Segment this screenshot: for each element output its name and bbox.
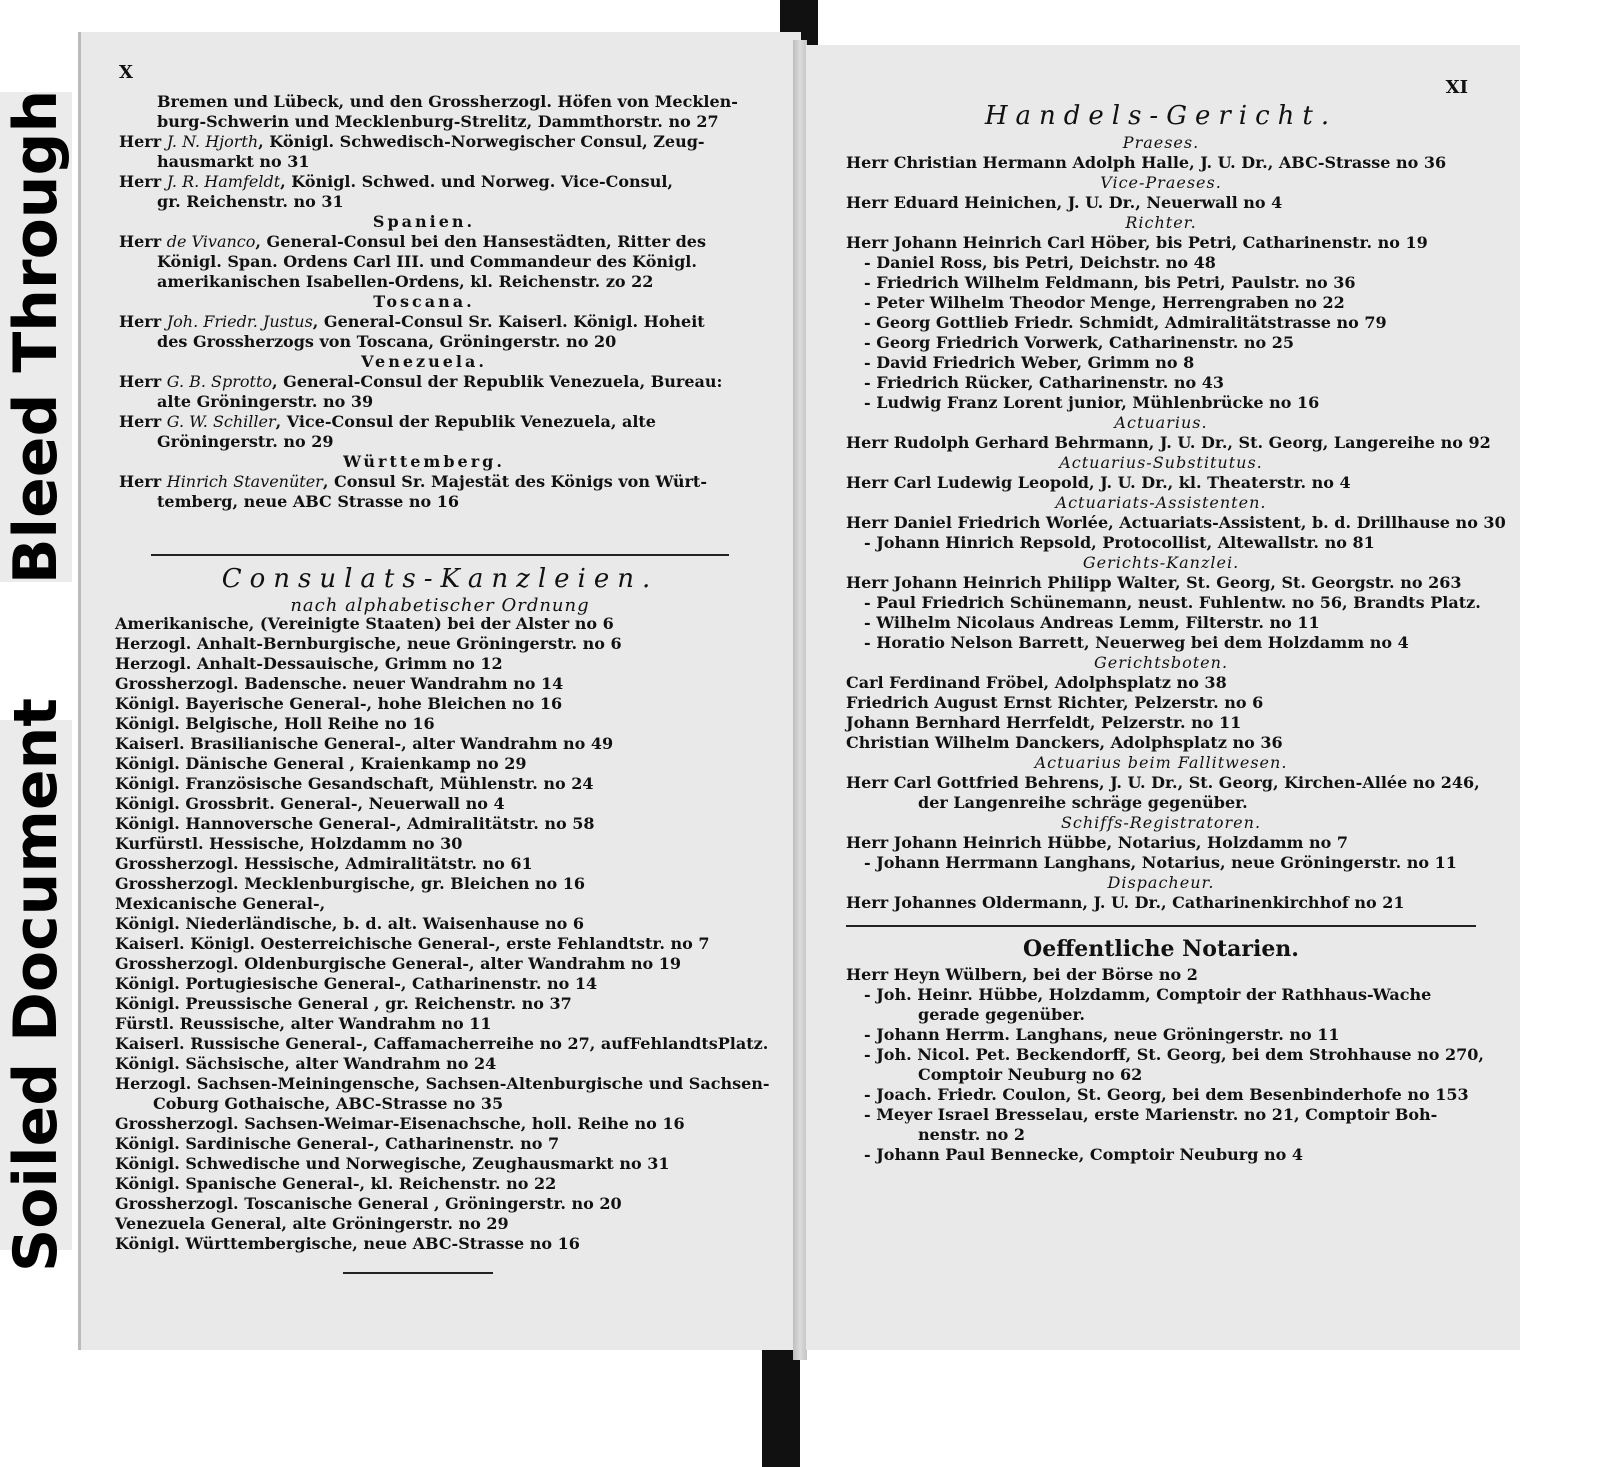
consul-prefix: Herr <box>119 232 167 251</box>
dash-entry: - Johann Herrmann Langhans, Notarius, neue Gröningerstr. no 11 <box>864 853 1457 872</box>
person-entry: Herr Johann Heinrich Carl Höber, bis Petri, Catharinenstr. no 19 <box>846 233 1428 252</box>
dash-entry: - Horatio Nelson Barrett, Neuerweg bei dem Holzdamm no 4 <box>864 633 1409 652</box>
kanzlei-entry: Königl. Grossbrit. General-, Neuerwall no 4 <box>115 794 505 813</box>
person-entry: Johann Bernhard Herrfeldt, Pelzerstr. no 11 <box>846 713 1242 732</box>
kanzlei-entry: Amerikanische, (Vereinigte Staaten) bei der Alster no 6 <box>115 614 614 633</box>
section-subheading: Praeses. <box>1122 133 1200 152</box>
sidebar <box>0 0 78 1467</box>
person-entry: Herr Heyn Wülbern, bei der Börse no 2 <box>846 965 1198 984</box>
consul-entry <box>119 412 729 432</box>
left-page <box>78 32 801 1350</box>
kanzlei-entry: Kaiserl. Brasilianische General-, alter Wandrahm no 49 <box>115 734 614 753</box>
consul-continuation: amerikanischen Isabellen-Ordens, kl. Reichenstr. zo 22 <box>157 272 654 291</box>
consul-entry <box>119 472 729 492</box>
dash-entry: - Georg Gottlieb Friedr. Schmidt, Admiralitätstrasse no 79 <box>864 313 1387 332</box>
kanzlei-entry: Grossherzogl. Badensche. neuer Wandrahm no 14 <box>115 674 564 693</box>
kanzlei-entry: Königl. Hannoversche General-, Admiralitätstr. no 58 <box>115 814 595 833</box>
consul-details: , General-Consul Sr. Kaiserl. Königl. Hoheit <box>312 312 705 331</box>
consul-entry <box>119 372 729 392</box>
dash-entry: - Peter Wilhelm Theodor Menge, Herrengraben no 22 <box>864 293 1345 312</box>
notarien-list <box>846 965 1484 1165</box>
person-entry: Friedrich August Ernst Richter, Pelzerstr. no 6 <box>846 693 1264 712</box>
kanzleien-section <box>151 546 729 616</box>
consul-continuation: hausmarkt no 31 <box>157 152 310 171</box>
consul-prefix: Herr <box>119 132 167 151</box>
person-entry: Herr Christian Hermann Adolph Halle, J. U. Dr., ABC-Strasse no 36 <box>846 153 1447 172</box>
person-entry: Herr Rudolph Gerhard Behrmann, J. U. Dr., St. Georg, Langereihe no 92 <box>846 433 1491 452</box>
entry-continuation: gerade gegenüber. <box>918 1005 1085 1024</box>
kanzlei-entry: Coburg Gothaische, ABC-Strasse no 35 <box>153 1094 504 1113</box>
consul-prefix: Herr <box>119 312 167 331</box>
kanzlei-entry: Königl. Württembergische, neue ABC-Strasse no 16 <box>115 1234 580 1253</box>
dash-entry: - Ludwig Franz Lorent junior, Mühlenbrücke no 16 <box>864 393 1320 412</box>
dash-entry: - Daniel Ross, bis Petri, Deichstr. no 48 <box>864 253 1216 272</box>
kanzlei-entry: Venezuela General, alte Gröningerstr. no 29 <box>115 1214 509 1233</box>
consul-continuation: Gröningerstr. no 29 <box>157 432 334 451</box>
consul-name: G. W. Schiller <box>166 412 276 431</box>
court-list <box>846 133 1506 913</box>
consul-entry <box>119 172 729 192</box>
consul-continuation: temberg, neue ABC Strasse no 16 <box>157 492 460 511</box>
kanzlei-entry: Königl. Sardinische General-, Catharinenstr. no 7 <box>115 1134 560 1153</box>
stamp-label: Soiled Document <box>1 697 72 1273</box>
consul-details: , Consul Sr. Majestät des Königs von Würt- <box>322 472 707 491</box>
consul-continuation: Bremen und Lübeck, und den Grossherzogl. Höfen von Mecklen- <box>157 92 738 111</box>
person-entry: Herr Daniel Friedrich Worlée, Actuariats-Assistent, b. d. Drillhause no 30 <box>846 513 1506 532</box>
consul-name: Hinrich Stavenüter <box>166 472 323 491</box>
consul-entry <box>119 132 729 152</box>
kanzlei-entry: Grossherzogl. Mecklenburgische, gr. Bleichen no 16 <box>115 874 586 893</box>
kanzlei-entry: Herzogl. Anhalt-Dessauische, Grimm no 12 <box>115 654 503 673</box>
soiled-document-stamp <box>0 697 72 1273</box>
dash-entry: - Paul Friedrich Schünemann, neust. Fuhlentw. no 56, Brandts Platz. <box>864 593 1481 612</box>
section-subheading: Actuarius beim Fallitwesen. <box>1034 753 1288 772</box>
dash-entry: - Joh. Heinr. Hübbe, Holzdamm, Comptoir der Rathhaus-Wache <box>864 985 1432 1004</box>
dash-entry: - Joh. Nicol. Pet. Beckendorff, St. Georg, bei dem Strohhause no 270, <box>864 1045 1484 1064</box>
section-subheading: Schiffs-Registratoren. <box>1060 813 1262 832</box>
entry-continuation: Comptoir Neuburg no 62 <box>918 1065 1143 1084</box>
country-heading: Spanien. <box>372 212 476 231</box>
consul-prefix: Herr <box>119 412 167 431</box>
divider <box>846 925 1476 927</box>
section-subheading: Richter. <box>1125 213 1197 232</box>
consul-name: Joh. Friedr. Justus <box>166 312 313 331</box>
section-subheading: Dispacheur. <box>1107 873 1215 892</box>
person-entry: Carl Ferdinand Fröbel, Adolphsplatz no 38 <box>846 673 1227 692</box>
kanzlei-entry: Königl. Spanische General-, kl. Reichenstr. no 22 <box>115 1174 557 1193</box>
kanzlei-entry: Königl. Belgische, Holl Reihe no 16 <box>115 714 435 733</box>
consul-details: , General-Consul der Republik Venezuela, Bureau: <box>272 372 723 391</box>
consul-details: , General-Consul bei den Hansestädten, Ritter des <box>255 232 706 251</box>
person-entry: Herr Johann Heinrich Philipp Walter, St. Georg, St. Georgstr. no 263 <box>846 573 1462 592</box>
notarien-title: Oeffentliche Notarien. <box>1023 936 1299 962</box>
kanzlei-entry: Herzogl. Sachsen-Meiningensche, Sachsen-Altenburgische und Sachsen- <box>115 1074 770 1093</box>
kanzlei-entry: Mexicanische General-, <box>115 894 326 913</box>
kanzleien-subtitle: nach alphabetischer Ordnung <box>290 595 590 616</box>
kanzlei-entry: Kaiserl. Königl. Oesterreichische General-, erste Fehlandtstr. no 7 <box>115 934 710 953</box>
end-rule <box>343 1272 493 1274</box>
dash-entry: - Meyer Israel Bresselau, erste Marienstr. no 21, Comptoir Boh- <box>864 1105 1438 1124</box>
section-subheading: Actuarius. <box>1114 413 1208 432</box>
kanzlei-entry: Königl. Bayerische General-, hohe Bleichen no 16 <box>115 694 563 713</box>
kanzlei-entry: Herzogl. Anhalt-Bernburgische, neue Gröningerstr. no 6 <box>115 634 622 653</box>
kanzlei-entry: Grossherzogl. Sachsen-Weimar-Eisenachsche, holl. Reihe no 16 <box>115 1114 685 1133</box>
book-gutter <box>793 40 807 1360</box>
consul-details: , Königl. Schwedisch-Norwegischer Consul, Zeug- <box>258 132 705 151</box>
kanzlei-entry: Königl. Sächsische, alter Wandrahm no 24 <box>115 1054 497 1073</box>
person-entry: Christian Wilhelm Danckers, Adolphsplatz no 36 <box>846 733 1283 752</box>
dash-entry: - David Friedrich Weber, Grimm no 8 <box>864 353 1195 372</box>
dash-entry: - Friedrich Wilhelm Feldmann, bis Petri, Paulstr. no 36 <box>864 273 1356 292</box>
kanzlei-entry: Fürstl. Reussische, alter Wandrahm no 11 <box>115 1014 492 1033</box>
section-subheading: Actuarius-Substitutus. <box>1059 453 1263 472</box>
kanzleien-list <box>115 614 770 1254</box>
consul-name: J. N. Hjorth <box>166 132 259 151</box>
consul-continuation: alte Gröningerstr. no 39 <box>157 392 374 411</box>
consul-entry <box>119 232 729 252</box>
page-number: XI <box>1445 77 1468 98</box>
section-subheading: Gerichtsboten. <box>1093 653 1229 672</box>
bleed-through-stamp <box>0 89 72 585</box>
consul-name: G. B. Sprotto <box>166 372 273 391</box>
page-number: X <box>119 62 133 83</box>
consul-details: , Königl. Schwed. und Norweg. Vice-Consul, <box>280 172 673 191</box>
divider <box>151 554 729 556</box>
dash-entry: - Johann Herrm. Langhans, neue Gröningerstr. no 11 <box>864 1025 1340 1044</box>
section-subheading: Vice-Praeses. <box>1100 173 1222 192</box>
dash-entry: - Joach. Friedr. Coulon, St. Georg, bei dem Besenbinderhofe no 153 <box>864 1085 1469 1104</box>
stamp-label: Bleed Through <box>1 89 72 585</box>
handels-gericht-section <box>846 99 1506 1165</box>
person-entry: Herr Carl Gottfried Behrens, J. U. Dr., St. Georg, Kirchen-Allée no 246, <box>846 773 1480 792</box>
dash-entry: - Johann Hinrich Repsold, Protocollist, Altewallstr. no 81 <box>864 533 1375 552</box>
country-heading: Württemberg. <box>343 452 505 471</box>
consul-continuation: des Grossherzogs von Toscana, Gröningerstr. no 20 <box>157 332 617 351</box>
entry-continuation: nenstr. no 2 <box>918 1125 1025 1144</box>
section-subheading: Actuariats-Assistenten. <box>1055 493 1267 512</box>
kanzlei-entry: Königl. Dänische General , Kraienkamp no 29 <box>115 754 527 773</box>
consul-prefix: Herr <box>119 372 167 391</box>
consul-prefix: Herr <box>119 172 167 191</box>
handels-gericht-title: Handels-Gericht. <box>984 101 1338 131</box>
consul-name: J. R. Hamfeldt <box>166 172 281 191</box>
consul-prefix: Herr <box>119 472 167 491</box>
dash-entry: - Johann Paul Bennecke, Comptoir Neuburg no 4 <box>864 1145 1303 1164</box>
kanzlei-entry: Königl. Französische Gesandschaft, Mühlenstr. no 24 <box>115 774 594 793</box>
country-heading: Toscana. <box>373 292 475 311</box>
dash-entry: - Georg Friedrich Vorwerk, Catharinenstr. no 25 <box>864 333 1295 352</box>
kanzlei-entry: Königl. Portugiesische General-, Catharinenstr. no 14 <box>115 974 598 993</box>
consul-continuation: burg-Schwerin und Mecklenburg-Strelitz, Dammthorstr. no 27 <box>157 112 719 131</box>
kanzlei-entry: Kaiserl. Russische General-, Caffamacherreihe no 27, aufFehlandtsPlatz. <box>115 1034 769 1053</box>
consul-name: de Vivanco <box>166 232 256 251</box>
consul-continuation: gr. Reichenstr. no 31 <box>157 192 344 211</box>
kanzleien-title: Consulats-Kanzleien. <box>221 564 659 594</box>
kanzlei-entry: Kurfürstl. Hessische, Holzdamm no 30 <box>115 834 463 853</box>
person-entry: Herr Johann Heinrich Hübbe, Notarius, Holzdamm no 7 <box>846 833 1348 852</box>
kanzlei-entry: Königl. Schwedische und Norwegische, Zeughausmarkt no 31 <box>115 1154 670 1173</box>
person-entry: Herr Eduard Heinichen, J. U. Dr., Neuerwall no 4 <box>846 193 1283 212</box>
kanzlei-entry: Grossherzogl. Oldenburgische General-, alter Wandrahm no 19 <box>115 954 682 973</box>
consuls-list <box>119 92 738 512</box>
dash-entry: - Wilhelm Nicolaus Andreas Lemm, Filterstr. no 11 <box>864 613 1320 632</box>
kanzlei-entry: Königl. Niederländische, b. d. alt. Waisenhause no 6 <box>115 914 584 933</box>
section-subheading: Gerichts-Kanzlei. <box>1082 553 1240 572</box>
entry-continuation: der Langenreihe schräge gegenüber. <box>918 793 1248 812</box>
consul-entry <box>119 312 729 332</box>
right-page <box>806 45 1520 1350</box>
person-entry: Herr Johannes Oldermann, J. U. Dr., Catharinenkirchhof no 21 <box>846 893 1405 912</box>
consul-details: , Vice-Consul der Republik Venezuela, alte <box>275 412 656 431</box>
kanzlei-entry: Königl. Preussische General , gr. Reichenstr. no 37 <box>115 994 572 1013</box>
kanzlei-entry: Grossherzogl. Hessische, Admiralitätstr. no 61 <box>115 854 533 873</box>
kanzlei-entry: Grossherzogl. Toscanische General , Gröningerstr. no 20 <box>115 1194 622 1213</box>
country-heading: Venezuela. <box>361 352 487 371</box>
dash-entry: - Friedrich Rücker, Catharinenstr. no 43 <box>864 373 1225 392</box>
person-entry: Herr Carl Ludewig Leopold, J. U. Dr., kl. Theaterstr. no 4 <box>846 473 1351 492</box>
consul-continuation: Königl. Span. Ordens Carl III. und Commandeur des Königl. <box>157 252 697 271</box>
